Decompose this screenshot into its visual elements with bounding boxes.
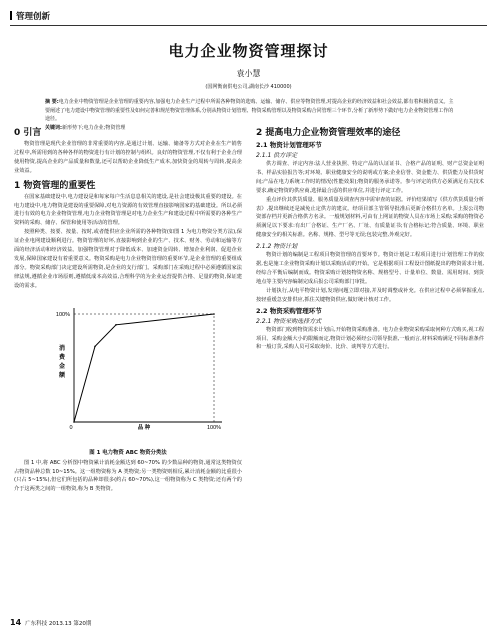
y-tick-label: 100% <box>55 311 70 318</box>
cumulative-curve <box>74 314 214 422</box>
keywords-label: 关键词: <box>45 124 62 131</box>
right-column <box>256 123 484 352</box>
section-2-1-2-para-2: 计划执行,从电平物资计划,发现问题立即对接,并及时调整或补充。在供应过程中必须掌握重点,按轻重缓急安排供应,抓住关键物资供应,做好统计核对工作。 <box>256 287 484 303</box>
section-0-text: 物资管理是现代企业管理的非常重要的内容,是通过计划、运输、储备等方式对企业在生产销售过程中,所需用到的各种各样的物资进行有计划的控制与组织。良好的物资管理,不仅有利于企业合理使用物资,提高企业的产品质量和数量,还可以帮助企业降低生产成本,加快资金的周转与周转,提高企业效益。 <box>14 141 242 174</box>
journal-info: 广东科技 2013.13 第20期 <box>25 621 92 627</box>
section-1-para-1: 在国家基础建设中,电力建设是和每家每户生活息息相关的建设,是社会建设极其重要的建设。在电力建设中,电力物资是建设的重要保障,对电力资源的有效管理直接影响国家的基础建设。所以必须进行有效的电力企业物资管理,电力企业物资管理是对电力企业生产和建设过程中所需要的各种生产资料的采购、储存、保管和使用等活动的管理。 <box>14 193 242 227</box>
abstract-text: 电力企业中物资管理是企业管理的重要内容,加强电力企业生产过程中所需各种物资的选购、运输、储存、供应等物资管理,对提高企业的经济效益和社会效益,都有着积极的意义。主要阐述了电力建设中物资管理的重要性及如何完善和规范物资管理体系,分别从物资计划管理、物资采购管理以及物资采购合同管理三个环节,分析了新形势下做好电力企业物资管理工作的途径。 <box>45 99 454 123</box>
header-divider <box>10 25 487 26</box>
section-1-para-2: 按照种类、按要、按量、按时,或者能供应企业所需的各种物资(如图 1 为电力物资分类方法),保证企业电网建设顺利进行。物资管理的好坏,直接影响到企业的生产、技术、财务、劳动和运输等方面的经济活动和经济效益。加强物资管理对于降低成本、加速资金周转、增加企业利润、促进企业发展,保障国家建设有着重要意义。物资采购是电力企业物资管理的重要环节,是企业管理的重要组成部分。物资采购部门决定建设所需物资,是企业的支行部门。采购部门在采购过程中必须遵循国家法律法规,遵循企业市场原则,遵循低成本高效益,合理科学的为企业运营提供合格、足量的物资,保证建设的需求。 <box>14 229 242 289</box>
section-2-1-1-para-1: 供方调查、评定内容:法人营业执照、特定产品的认证证书、合格产品的证明、财产总资金证明书、样品实验报告等;对环境、职业健康安全的说明或方案;企业信誉、资金能力、供货能力及供货时间;产品在电力系统工作时的情况(性能效果);物资的服务承诺等。参与评定的供方必须满足有关技术要求,确定物资的供应商,选择最合适的供应单位,并进行评定工作。 <box>256 161 484 194</box>
y-axis-label-char: 额 <box>58 372 66 379</box>
section-2-1-1-para-2: 重点评价其供货质量、服务质量及调查内容中需审查的证据。评价结果填写《供方供货质量分析表》,提出继续还是减免止定供方的建议。经项目部主管领导批准后更新合格供方名单。上报公司物资部存档并更新合格供方名录。一般规划材料,可由有上网证的物资人员在市场上采购;采购的物资必须满足以下要求:有出厂合格证、生产厂名、厂址、有质量证书;有合格标记;符合质量、环境、职业健康安全的相关标准。名称、规格、型号等无误;包装完整,外观完好。 <box>256 196 484 239</box>
section-2-1-title: 2.1 物资计划管理环节 <box>256 141 322 149</box>
y-axis-label-char: 费 <box>58 354 66 361</box>
x-tick-label: 100% <box>206 424 222 431</box>
section-2-2-title: 2.2 物资采购管理环节 <box>256 306 322 315</box>
left-column <box>14 123 242 494</box>
section-2-1-2-para-1: 物资计划的编制是工程项目物资管理的首要环节。物资计划是工程项目进行计划管理工作的依据,也是施工企业物资采购计划以采购活动的开始。它是根据项目工程设计图纸提出的物资需求计划,经综合平衡后编制而成。物资采购计划按物资名称、规格型号、计量单位、数量、需用时间、到货地点等主要内容编制完成后报公司采购部门审批。 <box>256 252 484 285</box>
paper-affiliation: (国网衡南供电公司,湖南长沙 410000) <box>205 84 292 90</box>
section-2-2-1-para-1: 物资部门收到物资需求计划后,开始物资采购准备。电力企业物资采购采取何种方式购买,视工程项目、采购金额大小的限额而定,物资计划必须经公司领导批准,一般而言,材料采购满足不同标准条件和一般订货,采购人员可采取询价、比价、谈判等方式进行。 <box>256 326 485 351</box>
page-footer <box>10 618 91 627</box>
section-1-para-3: 图 1 中,将 ABC 分析图中物资累计消耗金额达到 60~70% 的少数品种的物资,通常这类物资仅占物资品种总数 10~15%。这一组物资称为 A 类物资;另一类物资则相反,累计消耗金额的比重很小(只占 5~15%),但它们所包括的品种却很多(约占 60~70%),这一组物资称为 C 类物资;还有两个的介于这两类之间的一组物资,称为 B 类物资。 <box>14 459 242 493</box>
section-2-1-2-title: 2.1.2 物资计划 <box>256 243 298 251</box>
figure-caption: 图 1 电力物资 ABC 物资分类法 <box>89 449 167 456</box>
section-2-2-1-title: 2.2.1 物资采购选择方式 <box>256 317 322 325</box>
curve-point <box>73 421 75 423</box>
x-axis-label: 品 种 <box>137 424 151 431</box>
section-0-title: 0 引言 <box>14 128 42 138</box>
y-axis-label-char: 金 <box>58 363 66 370</box>
page-number: 14 <box>10 618 22 627</box>
y-axis-label-char: 消 <box>58 345 66 352</box>
section-1-title: 1 物资管理的重要性 <box>14 180 96 191</box>
abc-chart <box>34 294 234 446</box>
curve-point <box>94 345 96 347</box>
section-2-title: 2 提高电力企业物资管理效率的途径 <box>256 128 401 138</box>
keywords-text: 新形势下;电力企业;物资管理 <box>62 124 126 131</box>
curve-point <box>115 324 117 326</box>
curve-point <box>213 313 215 315</box>
abstract-label: 摘 要: <box>45 99 59 105</box>
abc-chart-svg <box>34 294 234 446</box>
section-2-1-1-title: 2.1.1 供方评定 <box>256 152 298 159</box>
section-header <box>10 10 50 22</box>
x-tick-label: 0 <box>69 424 73 431</box>
paper-author: 袁小慧 <box>236 69 261 78</box>
paper-title: 电力企业物资管理探讨 <box>168 42 329 60</box>
header-bar <box>10 11 12 20</box>
section-label: 管理创新 <box>16 12 51 22</box>
